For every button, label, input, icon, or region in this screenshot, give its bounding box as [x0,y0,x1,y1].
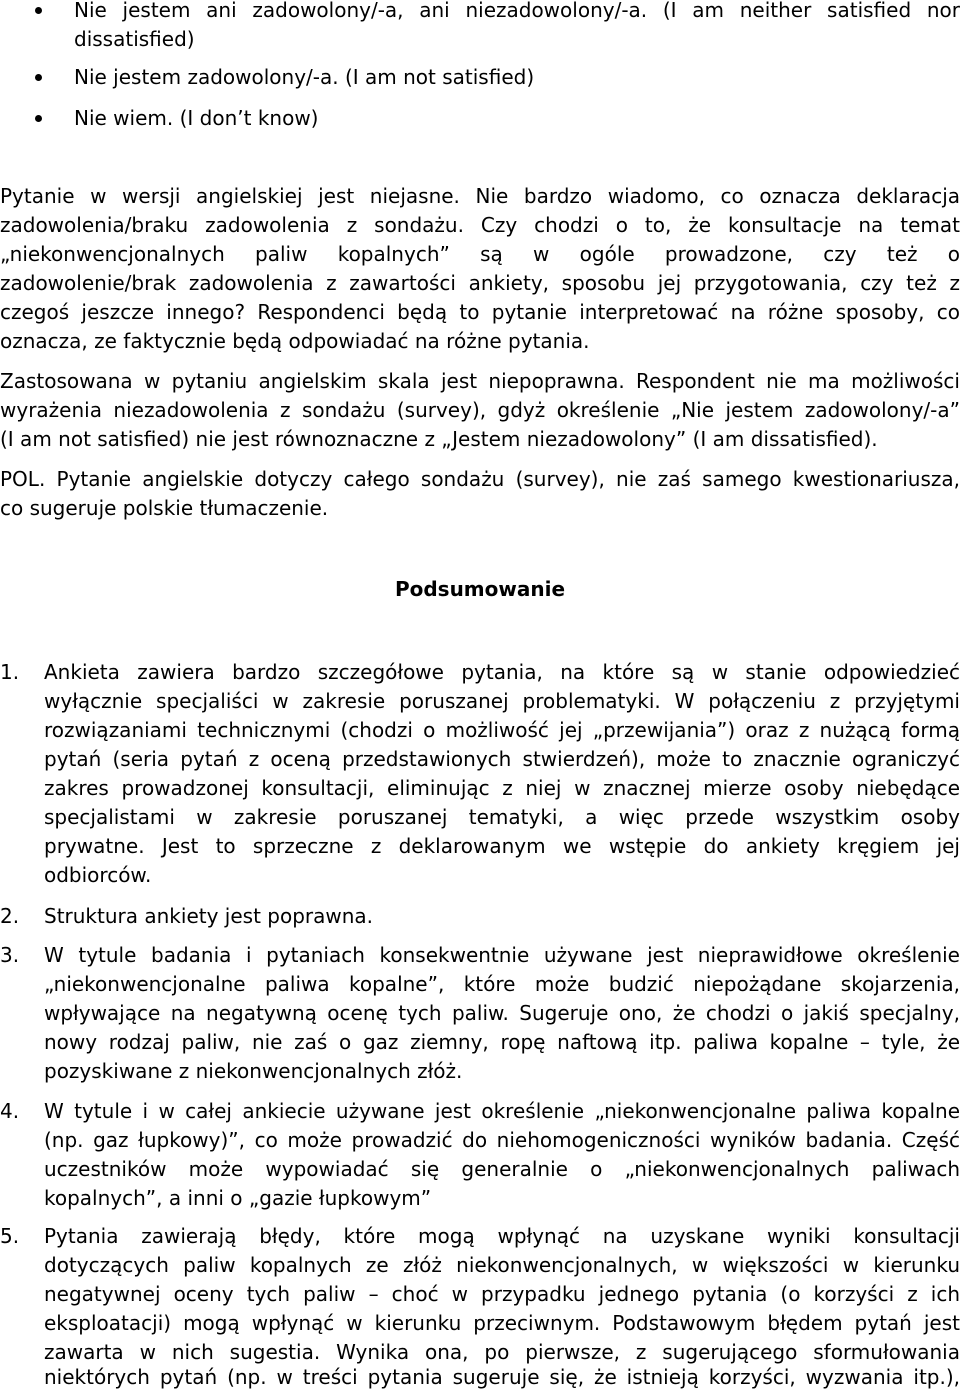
bullet-text: dissatisfied) [74,27,195,51]
list-item-line [44,687,960,716]
list-item-line [44,658,960,687]
text-line: zadowolenia/braku zadowolenia z sondażu. Czy chodzi o to, że konsultacje na temat [0,213,960,237]
paragraph-line [0,298,960,327]
list-item-line [44,803,960,832]
list-item-line [44,999,960,1028]
text-line: prywatne. Jest to sprzeczne z deklarowanym we wstępie do ankiety kręgiem jej [44,834,960,858]
text-line: W tytule badania i pytaniach konsekwentnie używane jest nieprawidłowe określenie [44,943,960,967]
bullet-text: Nie wiem. (I don’t know) [74,106,319,130]
list-item-line [44,941,960,970]
text-line: co sugeruje polskie tłumaczenie. [0,496,329,520]
list-item-line [44,774,960,803]
text-line: pytań (seria pytań z oceną przedstawionych stwierdzeń), może to znacznie ograniczyć [44,747,960,771]
text-line: „niekonwencjonalnych paliw kopalnych” są w ogóle prowadzone, czy też o [0,242,960,266]
list-item-line [44,861,960,890]
text-line: 4. [0,1099,20,1123]
list-item-line [44,716,960,745]
bullet-dot-icon [35,115,42,122]
text-line: W tytule i w całej ankiecie używane jest określenie „niekonwencjonalne paliwa kopalne [44,1099,960,1123]
text-line: (np. gaz łupkowy)”, co może prowadzić do niehomogeniczności wyników badania. Część [44,1128,960,1152]
list-item-line [44,1280,960,1309]
paragraph-line [0,327,960,356]
text-line: 5. [0,1224,20,1248]
list-item-line [44,1251,960,1280]
list-item-line [44,902,960,931]
list-item-line [44,832,960,861]
text-line: Pytanie w wersji angielskiej jest niejasne. Nie bardzo wiadomo, co oznacza deklaracja [0,184,960,208]
list-item-line [44,970,960,999]
bullet-item [74,104,960,133]
list-item-line [44,1057,960,1086]
text-line: niektórych pytań (np. w treści pytania sugeruje się, że istnieją korzyści, wyzwania itp.), [44,1365,960,1389]
list-item-line [44,1028,960,1057]
text-line: specjalistami w zakresie poruszanej tematyki, a więc przede wszystkim osoby [44,805,960,829]
list-item-line [44,1309,960,1338]
text-line: zadowolenie/brak zadowolenia z zawartości ankiety, sposobu jej przygotowania, czy też z [0,271,960,295]
text-line: kopalnych”, a inni o „gazie łupkowym” [44,1186,432,1210]
bullet-continuation [74,25,960,54]
list-item-line [44,1155,960,1184]
text-line: odbiorców. [44,863,152,887]
list-item-line [44,1097,960,1126]
text-line: wyłącznie specjaliści w zakresie poruszanej problematyki. W połączeniu z przyjętymi [44,689,960,713]
text-line: „niekonwencjonalne paliwa kopalne”, które może budzić niepożądane skojarzenia, [44,972,960,996]
list-item-line [44,1126,960,1155]
bullet-text: Nie jestem ani zadowolony/-a, ani niezadowolony/-a. (I am neither satisfied nor [74,0,960,22]
text-line: czegoś jeszcze innego? Respondenci będą to pytanie interpretować na różne sposoby, co [0,300,960,324]
text-line: 1. [0,660,20,684]
text-line: pozyskiwane z niekonwencjonalnych złóż. [44,1059,463,1083]
paragraph-line [0,182,960,211]
text-line: zakres prowadzonej konsultacji, eliminując z niej w znacznej mierze osoby niebędące [44,776,960,800]
text-line: dotyczących paliw kopalnych ze złóż niekonwencjonalnych, w większości w kierunku [44,1253,960,1277]
paragraph-line [0,211,960,240]
list-item-line [44,1184,960,1213]
bullet-item [74,0,960,25]
text-line: Pytania zawierają błędy, które mogą wpłynąć na uzyskane wyniki konsultacji [44,1224,960,1248]
text-line: (I am not satisfied) nie jest równoznaczne z „Jestem niezadowolony” (I am dissatisfied). [0,427,878,451]
list-item-line [44,745,960,774]
text-line: zawarta w nich sugestia. Wynika ona, po pierwsze, z sugerującego sformułowania [44,1340,960,1364]
paragraph-line [0,396,960,425]
text-line: POL. Pytanie angielskie dotyczy całego sondażu (survey), nie zaś samego kwestionariusza, [0,467,960,491]
paragraph-line [0,494,960,523]
paragraph-line [0,425,960,454]
section-heading: Podsumowanie [394,577,566,601]
text-line: eksploatacji) mogą wpłynąć w kierunku przeciwnym. Podstawowym błędem pytań jest [44,1311,960,1335]
text-line: Ankieta zawiera bardzo szczegółowe pytania, na które są w stanie odpowiedzieć [44,660,960,684]
paragraph-line [0,240,960,269]
text-line: wpływające na negatywną ocenę tych paliw. Sugeruje ono, że chodzi o jakiś specjalny, [44,1001,960,1025]
paragraph-line [0,465,960,494]
bullet-dot-icon [35,74,42,81]
list-item-line [44,1222,960,1251]
text-line: Zastosowana w pytaniu angielskim skala jest niepoprawna. Respondent nie ma możliwości [0,369,960,393]
text-line: negatywnej oceny tych paliw – choć w przypadku jednego pytania (o korzyści z ich [44,1282,960,1306]
list-item-line [44,1363,960,1392]
text-line: uczestników może wypowiadać się generalnie o „niekonwencjonalnych paliwach [44,1157,960,1181]
text-line: rozwiązaniami technicznymi (chodzi o możliwość jej „przewijania”) oraz z nużącą formą [44,718,960,742]
text-line: 2. [0,904,20,928]
paragraph-line [0,367,960,396]
text-line: nowy rodzaj paliw, nie zaś o gaz ziemny, ropę naftową itp. paliwa kopalne – tyle, że [44,1030,960,1054]
paragraph-line [0,269,960,298]
text-line: oznacza, ze faktycznie będą odpowiadać na różne pytania. [0,329,590,353]
text-line: 3. [0,943,20,967]
bullet-dot-icon [35,7,42,14]
text-line: wyrażenia niezadowolenia z sondażu (survey), gdyż określenie „Nie jestem zadowolony/-a” [0,398,960,422]
bullet-text: Nie jestem zadowolony/-a. (I am not satisfied) [74,65,535,89]
bullet-item [74,63,960,92]
text-line: Struktura ankiety jest poprawna. [44,904,374,928]
